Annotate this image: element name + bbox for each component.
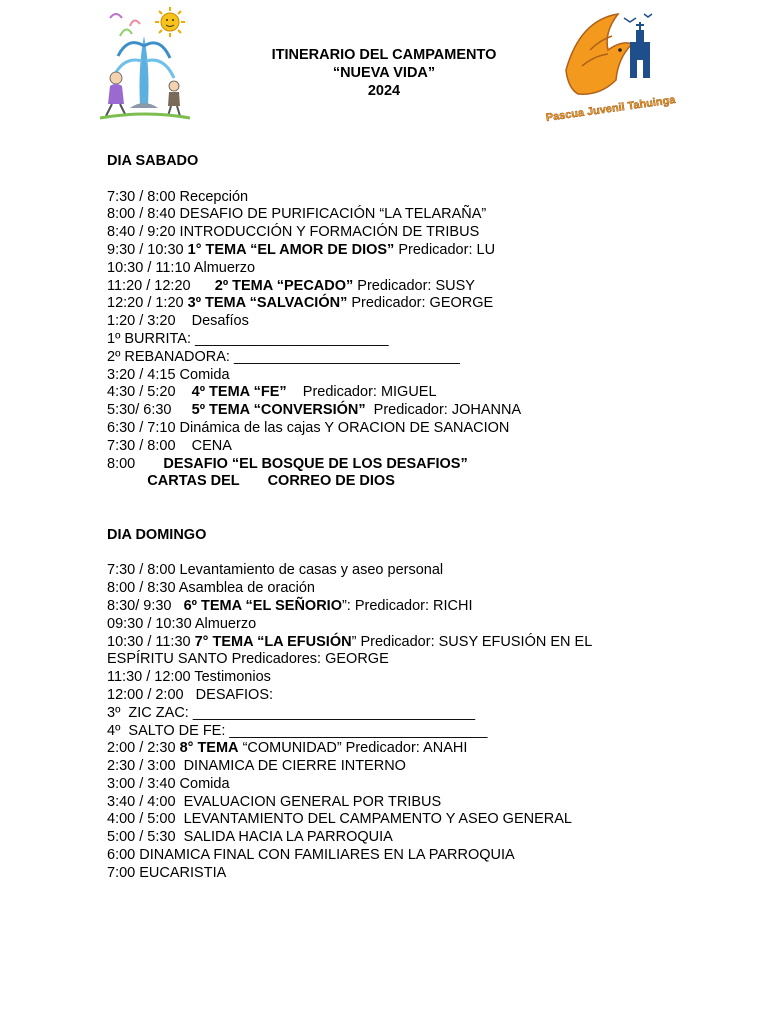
schedule-item (107, 278, 647, 296)
item-topic: 3º TEMA “SALVACIÓN” (187, 295, 348, 312)
item-time: 8:30/ 9:30 (107, 597, 184, 614)
schedule-item (107, 634, 647, 670)
title-line: “NUEVA VIDA” (332, 65, 436, 81)
item-time: 2:00 / 2:30 (107, 740, 180, 757)
schedule-item: 3:40 / 4:00 EVALUACION GENERAL POR TRIBUS (107, 793, 442, 810)
schedule-item: CARTAS DEL CORREO DE DIOS (107, 473, 395, 490)
schedule-item: 7:30 / 8:00 Levantamiento de casas y aseo personal (107, 562, 444, 579)
schedule-item: 6:00 DINAMICA FINAL CON FAMILIARES EN LA PARROQUIA (107, 847, 515, 864)
schedule-item: 6:30 / 7:10 Dinámica de las cajas Y ORACION DE SANACION (107, 419, 510, 436)
schedule-item (107, 242, 647, 260)
item-time: 4:30 / 5:20 (107, 384, 192, 401)
schedule-item: 2:30 / 3:00 DINAMICA DE CIERRE INTERNO (107, 758, 406, 775)
item-speaker: Predicador: GEORGE (347, 295, 494, 312)
camp-illustration-logo (100, 6, 190, 122)
schedule-item: 8:00 / 8:40 DESAFIO DE PURIFICACIÓN “LA TELARAÑA” (107, 206, 487, 223)
item-time: 10:30 / 11:30 (107, 633, 195, 650)
schedule-item (107, 598, 647, 616)
item-speaker: Predicador: SUSY (353, 277, 475, 294)
schedule-item: 5:00 / 5:30 SALIDA HACIA LA PARROQUIA (107, 829, 393, 846)
item-topic: 4º TEMA “FE” (191, 384, 287, 401)
item-topic: 5º TEMA “CONVERSIÓN” (191, 402, 366, 419)
item-time: 11:20 / 12:20 (107, 277, 215, 294)
schedule-item: 7:30 / 8:00 CENA (107, 437, 232, 454)
item-topic: 6º TEMA “EL SEÑORIO (183, 597, 342, 614)
item-speaker: Predicador: MIGUEL (286, 384, 437, 401)
schedule-item: 3:00 / 3:40 Comida (107, 775, 230, 792)
schedule-item: 09:30 / 10:30 Almuerzo (107, 615, 257, 632)
section-heading-domingo: DIA DOMINGO (107, 526, 207, 543)
item-topic: 7° TEMA “LA EFUSIÓN (194, 633, 352, 650)
item-topic: 1° TEMA “EL AMOR DE DIOS” (187, 241, 395, 258)
schedule-item (107, 384, 647, 402)
document-title (200, 46, 568, 100)
schedule-item: 7:30 / 8:00 Recepción (107, 188, 249, 205)
item-time: 8:00 (107, 455, 164, 472)
bird-icon (624, 14, 652, 22)
item-time: 5:30/ 6:30 (107, 402, 192, 419)
kid-figure-icon (106, 72, 126, 116)
schedule-item (107, 402, 647, 420)
schedule-item: 12:00 / 2:00 DESAFIOS: (107, 686, 274, 703)
schedule-item (107, 295, 647, 313)
item-topic: 8° TEMA (179, 740, 239, 757)
title-line: 2024 (367, 83, 401, 99)
item-speaker: “COMUNIDAD” Predicador: ANAHI (238, 740, 468, 757)
item-topic: DESAFIO “EL BOSQUE DE LOS DESAFIOS” (163, 455, 468, 472)
church-icon (630, 22, 650, 78)
schedule-item: 10:30 / 11:10 Almuerzo (107, 259, 256, 276)
schedule-item: 11:30 / 12:00 Testimonios (107, 669, 271, 686)
eagle-icon (566, 14, 632, 94)
schedule-item: 2º REBANADORA: ____________________________ (107, 348, 460, 365)
itinerary-body (107, 153, 647, 883)
section-heading-sabado: DIA SABADO (107, 153, 199, 169)
item-time: 9:30 / 10:30 (107, 241, 188, 258)
logo-text: Pascua Juvenil Tahuinga (545, 93, 677, 125)
schedule-item: 1:20 / 3:20 Desafíos (107, 313, 249, 330)
schedule-item: 4º SALTO DE FE: ________________________________ (107, 722, 488, 739)
sun-icon (155, 7, 185, 37)
schedule-item: 7:00 EUCARISTIA (107, 864, 227, 881)
schedule-item: 8:00 / 8:30 Asamblea de oración (107, 580, 315, 597)
item-speaker: Predicador: LU (394, 241, 496, 258)
schedule-item: 8:40 / 9:20 INTRODUCCIÓN Y FORMACIÓN DE TRIBUS (107, 224, 480, 241)
kid-figure-icon (168, 81, 180, 116)
item-speaker: Predicador: JOHANNA (365, 402, 522, 419)
item-topic: 2º TEMA “PECADO” (214, 277, 354, 294)
schedule-item (107, 740, 647, 758)
pascua-juvenil-logo (545, 10, 677, 136)
schedule-item (107, 456, 647, 474)
schedule-item: 4:00 / 5:00 LEVANTAMIENTO DEL CAMPAMENTO Y ASEO GENERAL (107, 811, 572, 828)
item-time: 12:20 / 1:20 (107, 295, 188, 312)
item-speaker: ”: Predicador: RICHI (341, 597, 473, 614)
schedule-item: 3º ZIC ZAC: ___________________________________ (107, 704, 476, 721)
title-line: ITINERARIO DEL CAMPAMENTO (271, 47, 497, 63)
schedule-item: 3:20 / 4:15 Comida (107, 366, 230, 383)
schedule-item: 1º BURRITA: ________________________ (107, 330, 389, 347)
item-speaker: ” Predicador: SUSY EFUSIÓN EN EL ESPÍRITU SANTO Predicadores: GEORGE (107, 633, 592, 668)
